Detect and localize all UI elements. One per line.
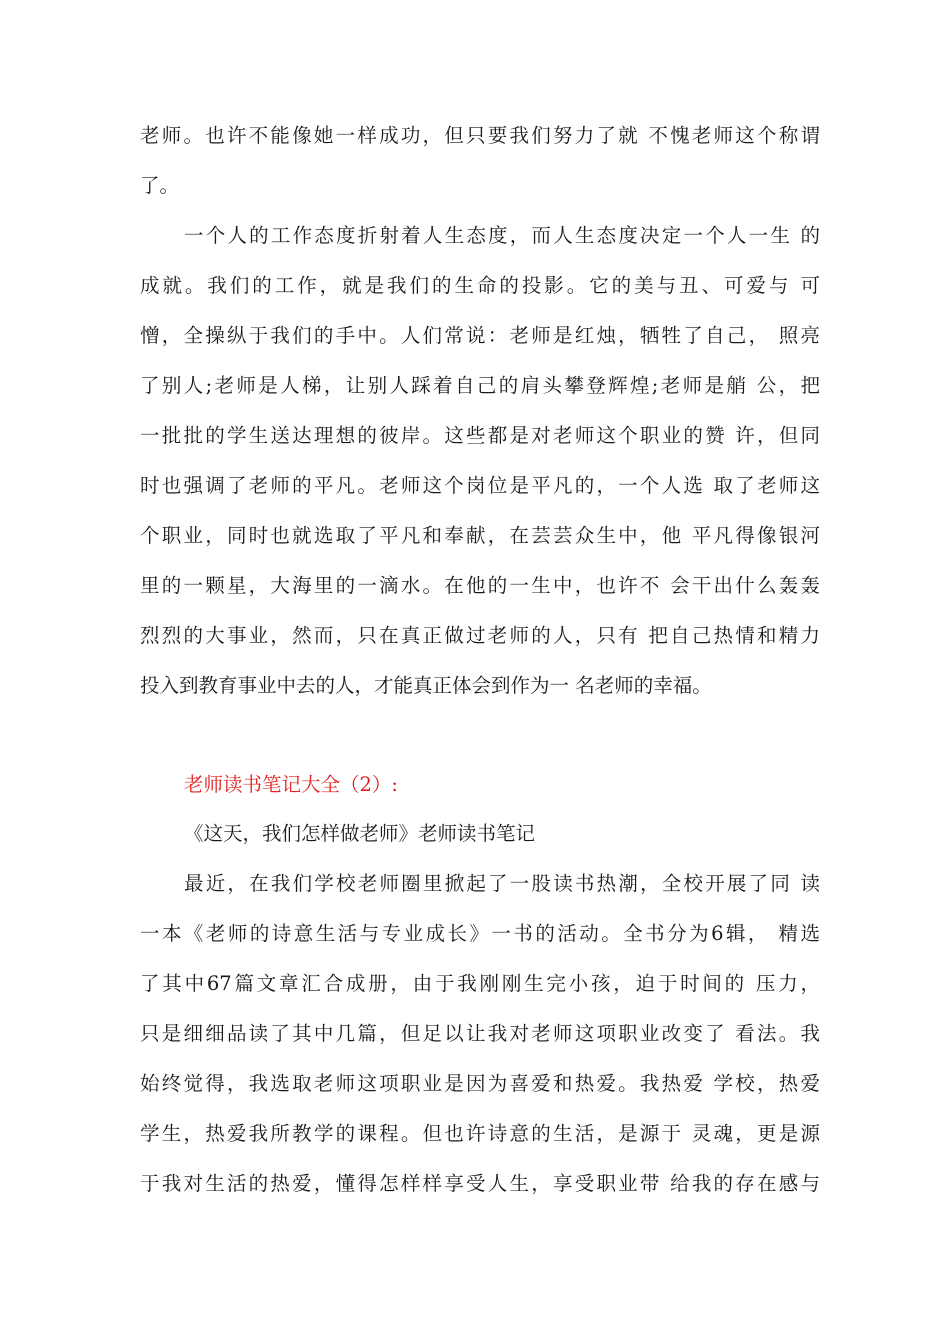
- paragraph-line: 憎，全操纵于我们的手中。人们常说：老师是红烛，牺牲了自己， 照亮: [140, 324, 820, 347]
- paragraph-line: 老师。也许不能像她一样成功，但只要我们努力了就 不愧老师这个称谓: [140, 124, 820, 147]
- paragraph-line: 时也强调了老师的平凡。老师这个岗位是平凡的，一个人选 取了老师这: [140, 474, 820, 497]
- paragraph-line: 一批批的学生送达理想的彼岸。这些都是对老师这个职业的赞 许，但同: [140, 424, 820, 447]
- paragraph-line: 个职业，同时也就选取了平凡和奉献，在芸芸众生中，他 平凡得像银河: [140, 524, 820, 547]
- book-title-line: 《这天，我们怎样做老师》老师读书笔记: [184, 822, 536, 845]
- paragraph-line: 学生，热爱我所教学的课程。但也许诗意的生活，是源于 灵魂，更是源: [140, 1122, 820, 1145]
- paragraph-line: 里的一颗星，大海里的一滴水。在他的一生中，也许不 会干出什么轰轰: [140, 574, 820, 597]
- paragraph-line: 了。: [140, 174, 180, 197]
- section-heading: 老师读书笔记大全（2）:: [184, 773, 398, 796]
- paragraph-line: 始终觉得，我选取老师这项职业是因为喜爱和热爱。我热爱 学校，热爱: [140, 1072, 820, 1095]
- paragraph-line: 了其中67篇文章汇合成册，由于我刚刚生完小孩，迫于时间的 压力，: [140, 972, 820, 995]
- paragraph-line: 投入到教育事业中去的人，才能真正体会到作为一 名老师的幸福。: [140, 674, 712, 697]
- paragraph-line: 了别人;老师是人梯，让别人踩着自己的肩头攀登辉煌;老师是艄 公，把: [140, 374, 820, 397]
- paragraph-line: 一本《老师的诗意生活与专业成长》一书的活动。全书分为6辑， 精选: [140, 922, 820, 945]
- paragraph-line: 烈烈的大事业，然而，只在真正做过老师的人，只有 把自己热情和精力: [140, 624, 820, 647]
- paragraph-line: 成就。我们的工作，就是我们的生命的投影。它的美与丑、可爱与 可: [140, 274, 820, 297]
- paragraph-line: 一个人的工作态度折射着人生态度，而人生态度决定一个人一生 的: [184, 224, 820, 247]
- paragraph-line: 最近，在我们学校老师圈里掀起了一股读书热潮，全校开展了同 读: [184, 872, 820, 895]
- paragraph-line: 于我对生活的热爱，懂得怎样样享受人生，享受职业带 给我的存在感与: [140, 1172, 820, 1195]
- paragraph-line: 只是细细品读了其中几篇，但足以让我对老师这项职业改变了 看法。我: [140, 1022, 820, 1045]
